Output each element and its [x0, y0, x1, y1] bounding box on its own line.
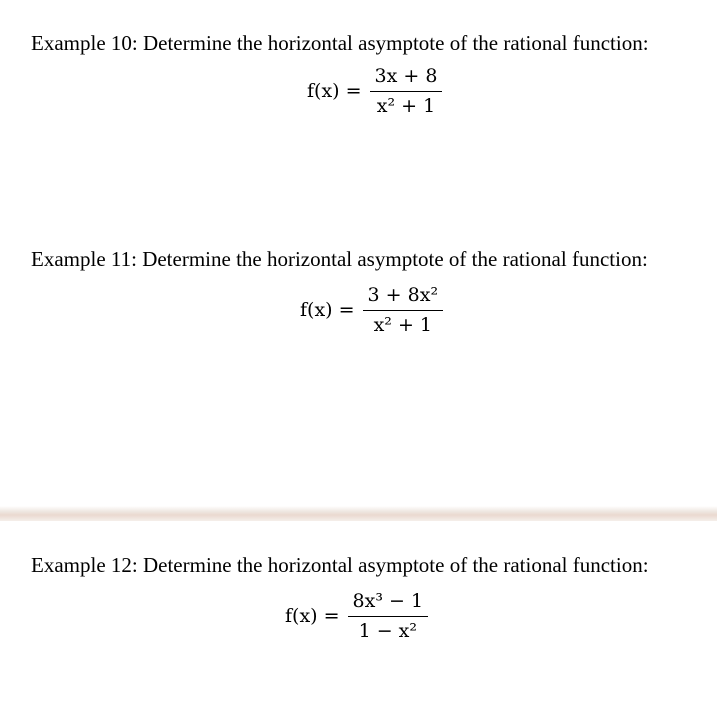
example-11-fraction: [363, 282, 444, 338]
page-separator: [0, 506, 717, 521]
example-11-denominator: x² + 1: [363, 310, 444, 338]
example-12-denominator: 1 − x²: [348, 616, 429, 644]
example-11-equation: [300, 282, 443, 338]
example-10-numerator: 3x + 8: [374, 65, 438, 87]
example-12-fraction: [348, 588, 429, 644]
example-11-numerator: 3 + 8x²: [367, 284, 439, 306]
example-12-lhs: f(x) =: [285, 605, 340, 627]
example-12-equation: [285, 588, 428, 644]
document-page-2: [0, 521, 717, 724]
example-11-heading: Example 11: Determine the horizontal asymptote of the rational function:: [31, 247, 648, 271]
example-10-lhs: f(x) =: [307, 80, 362, 102]
example-12-heading: Example 12: Determine the horizontal asymptote of the rational function:: [31, 553, 649, 577]
example-10-denominator: x² + 1: [370, 91, 443, 119]
example-10-fraction: [370, 63, 443, 119]
example-10-heading: Example 10: Determine the horizontal asymptote of the rational function:: [31, 31, 649, 55]
example-11-lhs: f(x) =: [300, 299, 355, 321]
example-10-equation: [307, 63, 442, 119]
example-12-numerator: 8x³ − 1: [352, 590, 424, 612]
